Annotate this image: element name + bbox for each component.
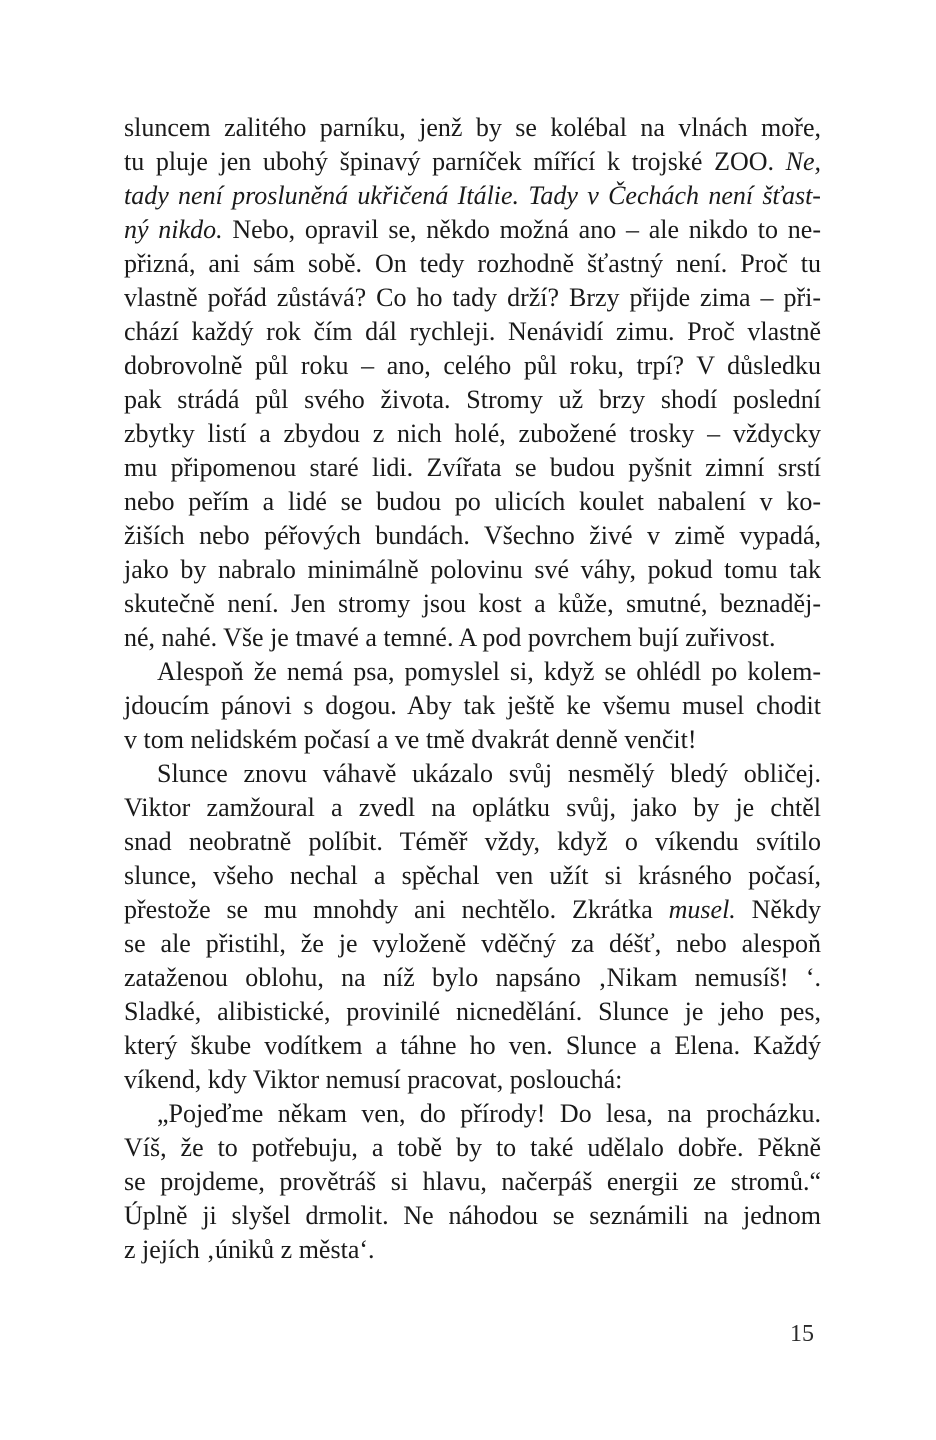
text-line-content xyxy=(124,827,821,856)
text-line-content xyxy=(124,589,821,618)
text-segment: sluncem zalitého parníku, jenž by se kolébal na vlnách moře, xyxy=(124,113,821,142)
text-line xyxy=(124,145,821,179)
text-segment: zbytky listí a zbydou z nich holé, zubožené trosky – vždycky xyxy=(124,419,821,448)
text-line-content xyxy=(124,691,821,720)
text-line xyxy=(124,1199,821,1233)
text-line xyxy=(124,927,821,961)
text-line xyxy=(124,621,821,655)
text-segment: slunce, všeho nechal a spěchal ven užít si krásného počasí, xyxy=(124,861,822,890)
text-segment: se ale přistihl, že je vyloženě vděčný za déšť, nebo alespoň xyxy=(124,929,822,958)
text-segment: žiších nebo péřových bundách. Všechno živé v zimě vypadá, xyxy=(124,521,822,550)
text-segment: dobrovolně půl roku – ano, celého půl roku, trpí? V důsledku xyxy=(124,351,822,380)
text-line xyxy=(124,485,821,519)
text-segment: mu připomenou staré lidi. Zvířata se budou pyšnit zimní srstí xyxy=(124,453,822,482)
text-segment: né, nahé. Vše je tmavé a temné. A pod povrchem bují zuřivost. xyxy=(124,623,776,652)
text-segment: pak strádá půl svého života. Stromy už brzy shodí poslední xyxy=(124,385,822,414)
text-segment: vlastně pořád zůstává? Co ho tady drží? Brzy přijde zima – při- xyxy=(124,283,822,312)
text-line-content xyxy=(124,351,821,380)
text-segment: Viktor zamžoural a zvedl na oplátku svůj, jako by je chtěl xyxy=(124,793,821,822)
italic-text-segment: Ne, xyxy=(785,147,822,176)
text-line xyxy=(124,1097,821,1131)
text-line-content xyxy=(124,249,821,278)
text-segment: se projdeme, provětráš si hlavu, načerpáš energii ze stromů.“ xyxy=(124,1167,822,1196)
text-segment: z jejích ‚úniků z města‘. xyxy=(124,1235,375,1264)
text-segment: jako by nabralo minimálně polovinu své váhy, pokud tomu tak xyxy=(124,555,821,584)
text-line-content xyxy=(124,317,821,346)
text-line xyxy=(124,587,821,621)
text-line xyxy=(124,1165,821,1199)
text-line xyxy=(124,281,821,315)
text-segment: přizná, ani sám sobě. On tedy rozhodně šťastný není. Proč tu xyxy=(124,249,821,278)
text-line-content xyxy=(124,283,821,312)
text-line xyxy=(124,1131,821,1165)
text-line-content xyxy=(124,1065,622,1094)
text-segment: skutečně není. Jen stromy jsou kost a kůže, smutné, beznaděj- xyxy=(124,589,821,618)
text-line-content xyxy=(124,181,821,210)
text-line-content xyxy=(124,997,821,1026)
text-segment: chází každý rok čím dál rychleji. Nenávidí zimu. Proč vlastně xyxy=(124,317,822,346)
text-line xyxy=(124,315,821,349)
text-line xyxy=(124,893,821,927)
text-segment: Alespoň že nemá psa, pomyslel si, když se ohlédl po kolem- xyxy=(157,657,822,686)
text-segment: jdoucím pánovi s dogou. Aby tak ještě ke všemu musel chodit xyxy=(124,691,821,720)
text-line xyxy=(124,111,821,145)
text-line-content xyxy=(157,657,821,686)
text-segment: přestože se mu mnohdy ani nechtělo. Zkrátka xyxy=(124,895,669,924)
text-block xyxy=(124,111,821,1267)
text-line-content xyxy=(124,1031,821,1060)
text-line xyxy=(124,179,821,213)
text-line-content xyxy=(124,861,821,890)
text-line xyxy=(124,451,821,485)
text-line-content xyxy=(124,929,821,958)
text-line xyxy=(124,213,821,247)
text-line-content xyxy=(124,215,821,244)
text-segment: snad neobratně políbit. Téměř vždy, když o víkendu svítilo xyxy=(124,827,821,856)
text-line-content xyxy=(124,623,776,652)
text-line xyxy=(124,417,821,451)
text-line-content xyxy=(124,113,821,142)
text-segment: nebo peřím a lidé se budou po ulicích koulet nabalení v ko- xyxy=(124,487,821,516)
text-segment: Víš, že to potřebuju, a tobě by to také udělalo dobře. Pěkně xyxy=(124,1133,822,1162)
text-segment: Sladké, alibistické, provinilé nicnedělání. Slunce je jeho pes, xyxy=(124,997,822,1026)
text-segment: Někdy xyxy=(735,895,821,924)
text-line xyxy=(124,519,821,553)
page-number: 15 xyxy=(790,1321,814,1347)
text-line-content xyxy=(124,385,821,414)
text-line-content xyxy=(124,963,821,992)
text-segment: zataženou oblohu, na níž bylo napsáno ‚Nikam nemusíš! ‘. xyxy=(124,963,821,992)
text-line-content xyxy=(124,725,697,754)
text-line xyxy=(124,553,821,587)
italic-text-segment: musel. xyxy=(668,895,736,924)
text-line xyxy=(124,383,821,417)
text-line-content xyxy=(124,147,821,176)
text-line xyxy=(124,995,821,1029)
text-line xyxy=(124,1233,821,1267)
text-line-content xyxy=(124,1133,821,1162)
text-line xyxy=(124,791,821,825)
text-line-content xyxy=(124,1167,821,1196)
text-line-content xyxy=(124,895,821,924)
text-line xyxy=(124,1063,821,1097)
text-line-content xyxy=(124,521,821,550)
text-segment: Slunce znovu váhavě ukázalo svůj nesmělý bledý obličej. xyxy=(157,759,822,788)
text-line-content xyxy=(124,453,821,482)
text-line-content xyxy=(157,759,821,788)
text-segment: který škube vodítkem a táhne ho ven. Slunce a Elena. Každý xyxy=(124,1031,822,1060)
text-line-content xyxy=(157,1099,821,1128)
text-line xyxy=(124,689,821,723)
text-segment: Nebo, opravil se, někdo možná ano – ale nikdo to ne- xyxy=(232,215,821,244)
text-line-content xyxy=(124,1235,375,1264)
text-line-content xyxy=(124,419,821,448)
text-line xyxy=(124,825,821,859)
text-segment: víkend, kdy Viktor nemusí pracovat, poslouchá: xyxy=(124,1065,623,1094)
text-line xyxy=(124,349,821,383)
text-line-content xyxy=(124,487,821,516)
text-line xyxy=(124,655,821,689)
text-line-content xyxy=(124,1201,821,1230)
text-line xyxy=(124,757,821,791)
text-line xyxy=(124,1029,821,1063)
text-line xyxy=(124,859,821,893)
text-line xyxy=(124,723,821,757)
italic-text-segment: ný nikdo. xyxy=(124,215,233,244)
text-line-content xyxy=(124,793,821,822)
italic-text-segment: tady není prosluněná ukřičená Itálie. Tady v Čechách není šťast- xyxy=(124,181,821,210)
text-segment: „Pojeďme někam ven, do přírody! Do lesa, na procházku. xyxy=(157,1099,822,1128)
text-segment: Úplně ji slyšel drmolit. Ne náhodou se seznámili na jednom xyxy=(124,1201,821,1230)
text-line-content xyxy=(124,555,821,584)
text-segment: tu pluje jen ubohý špinavý parníček mířící k trojské ZOO. xyxy=(124,147,786,176)
text-line xyxy=(124,247,821,281)
text-line xyxy=(124,961,821,995)
text-segment: v tom nelidském počasí a ve tmě dvakrát denně venčit! xyxy=(124,725,697,754)
